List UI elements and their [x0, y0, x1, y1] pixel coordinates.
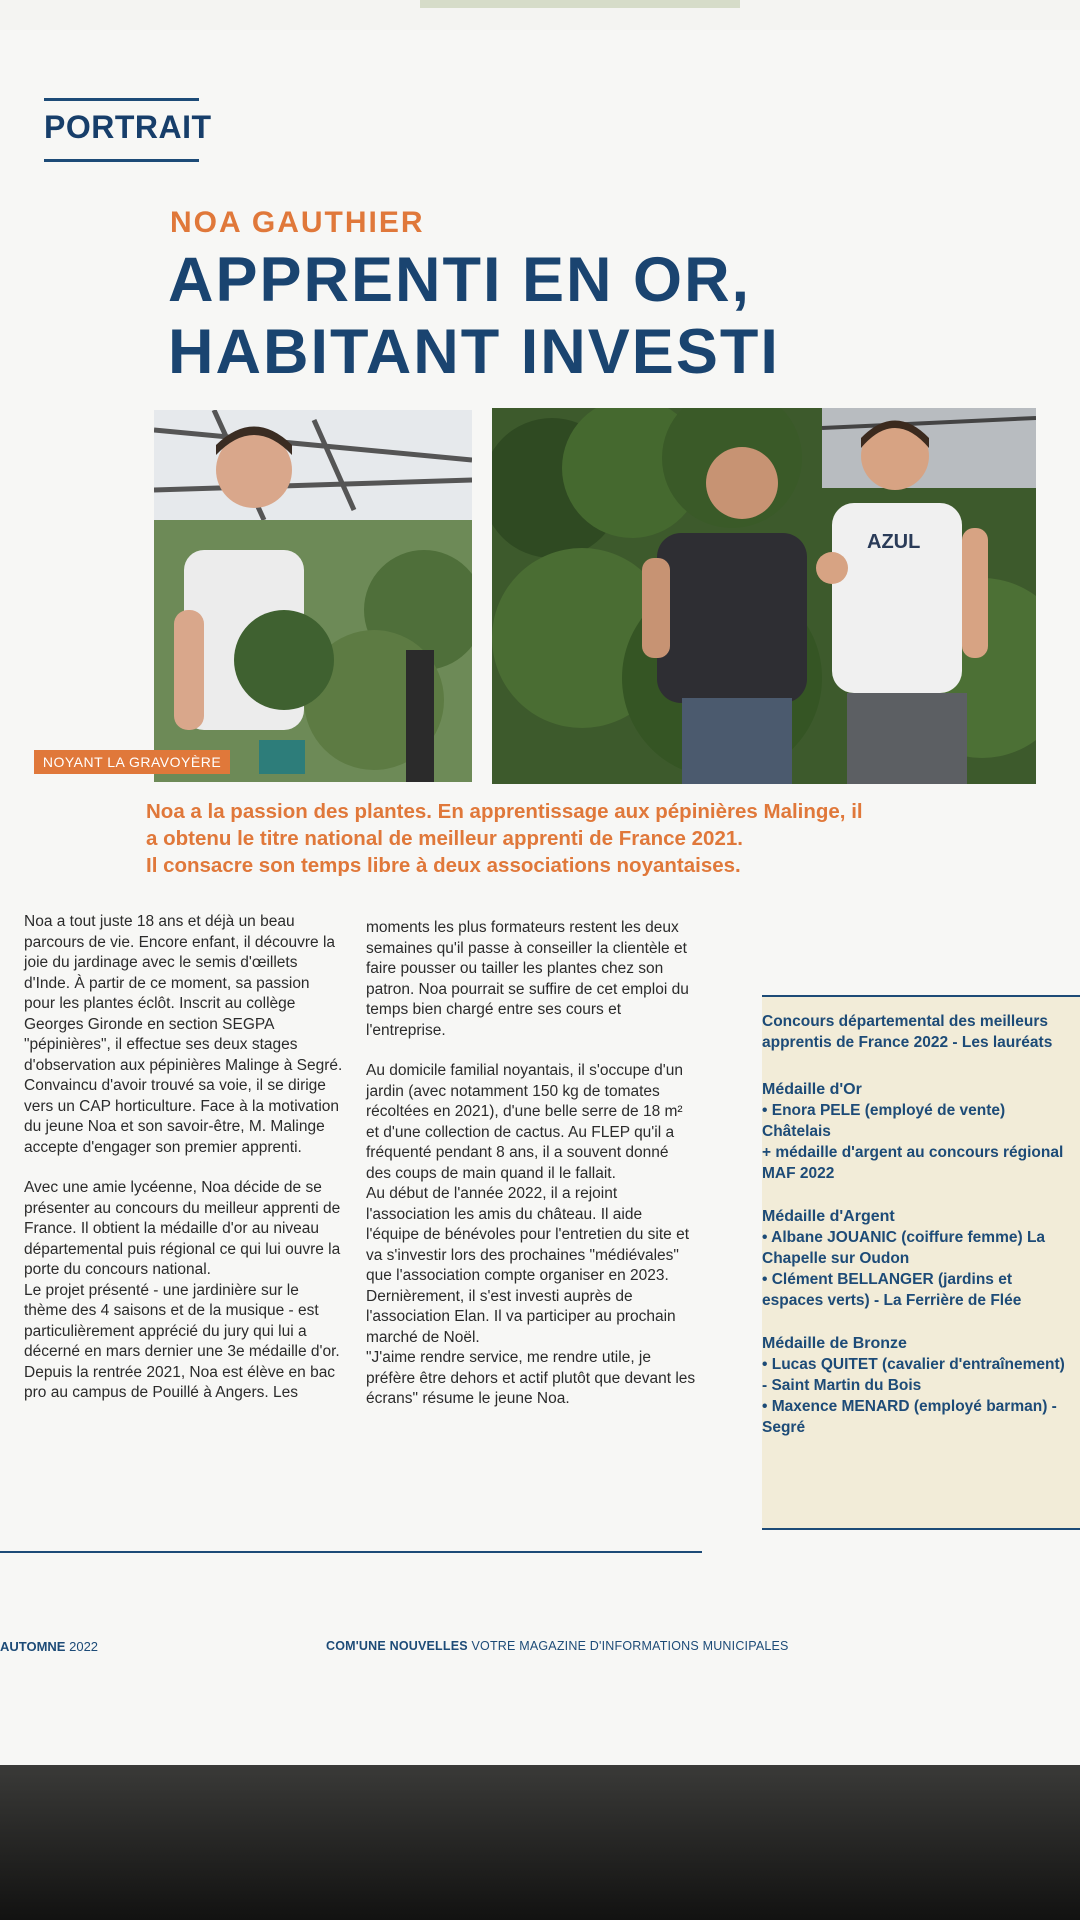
- paragraph: moments les plus formateurs restent les deux semaines qu'il passe à conseiller la clientèle et faire pousser ou tailler les plantes chez son patron. Noa pourrait se suffire de cet emploi du temps bien chargé entre ses cours et l'entreprise.: [366, 919, 689, 1039]
- paragraph: Noa a tout juste 18 ans et déjà un beau parcours de vie. Encore enfant, il découvre la joie du jardinage avec le semis d'œillets d'Inde. À partir de ce moment, sa passion pour les plantes éclôt. Inscrit au collège Georges Gironde en section SEGPA "pépinières", il effectue ses deux stages d'observation aux pépinières Malinge à Segré.: [24, 913, 343, 1074]
- photo-noa-and-employer: [492, 408, 1036, 784]
- bronze-winner: • Maxence MENARD (employé barman) - Segré: [762, 1398, 1057, 1436]
- paragraph: Au domicile familial noyantais, il s'occupe d'un jardin (avec notamment 150 kg de tomates récoltées en 2021), d'une belle serre de 18 m² et d'une collection de cactus. Au FLEP qu'il a fréquenté pendant 8 ans, il a souvent donné des coups de main quand il le fallait.: [366, 1062, 683, 1182]
- paragraph: "J'aime rendre service, me rendre utile, je préfère être dehors et actif plutôt que devant les écrans" résume le jeune Noa.: [366, 1349, 696, 1407]
- lead-line-1: Noa a la passion des plantes. En apprentissage aux pépinières Malinge, il: [146, 800, 863, 823]
- gold-medal-section: [762, 1079, 1074, 1184]
- nursery-photo-illustration: [492, 408, 1036, 784]
- lead-line-2: a obtenu le titre national de meilleur apprenti de France 2021.: [146, 827, 743, 850]
- sidebar-title: Concours départemental des meilleurs apprentis de France 2022 - Les lauréats: [762, 1013, 1053, 1051]
- article-column-2: [366, 918, 696, 1410]
- article-column-1: [24, 912, 344, 1404]
- silver-heading: Médaille d'Argent: [762, 1208, 895, 1225]
- greenhouse-photo-illustration: [154, 410, 472, 782]
- bronze-medal-section: [762, 1333, 1074, 1438]
- gold-winner: • Enora PELE (employé de vente) Châtelais: [762, 1102, 1006, 1140]
- lead-line-3: Il consacre son temps libre à deux associations noyantaises.: [146, 854, 741, 877]
- magazine-name: COM'UNE NOUVELLES: [326, 1639, 468, 1653]
- table-surface: [0, 1765, 1080, 1920]
- paragraph: Au début de l'année 2022, il a rejoint l'association les amis du château. Il aide l'équipe de bénévoles pour l'entretien du site et va s'investir lors des prochaines "médiévales" que l'association compte organiser en 2023.: [366, 1185, 690, 1284]
- section-tag: PORTRAIT: [44, 98, 199, 162]
- gold-note: + médaille d'argent au concours régional MAF 2022: [762, 1144, 1064, 1182]
- paragraph: Avec une amie lycéenne, Noa décide de se présenter au concours du meilleur apprenti de France. Il obtient la médaille d'or au niveau départemental puis régional ce qui lui ouvre la porte du concours national.: [24, 1179, 341, 1278]
- location-caption: NOYANT LA GRAVOYÈRE: [34, 750, 230, 774]
- laureates-sidebar: [762, 995, 1080, 1530]
- paragraph: Le projet présenté - une jardinière sur le thème des 4 saisons et de la musique - est particulièrement apprécié du jury qui lui a décerné en mars dernier une 3e médaille d'or.: [24, 1281, 340, 1360]
- paragraph: Dernièrement, il s'est investi auprès de l'association Elan. Il va participer au prochain marché de Noël.: [366, 1287, 676, 1346]
- headline-line-2: HABITANT INVESTI: [168, 317, 780, 387]
- headline: [168, 244, 780, 388]
- footer-magazine: [326, 1639, 789, 1653]
- bottom-rule: [0, 1551, 702, 1553]
- tshirt-text: AZUL: [867, 531, 921, 553]
- silver-winner: • Albane JOUANIC (coiffure femme) La Chapelle sur Oudon: [762, 1229, 1046, 1267]
- silver-medal-section: [762, 1206, 1074, 1311]
- magazine-tagline: VOTRE MAGAZINE D'INFORMATIONS MUNICIPALES: [471, 1639, 789, 1653]
- kicker-name: NOA GAUTHIER: [170, 206, 425, 239]
- footer-year: 2022: [69, 1639, 99, 1654]
- bronze-heading: Médaille de Bronze: [762, 1335, 907, 1352]
- torn-edge: [420, 0, 740, 8]
- paragraph: Depuis la rentrée 2021, Noa est élève en bac pro au campus de Pouillé à Angers. Les: [24, 1363, 336, 1401]
- paragraph: Convaincu d'avoir trouvé sa voie, il se dirige vers un CAP horticulture. Face à la motivation du jeune Noa et son savoir-être, M. Malinge accepte d'engager son premier apprenti.: [24, 1077, 340, 1156]
- photo-noa-greenhouse: [154, 410, 472, 782]
- previous-page-strip: [0, 0, 1080, 30]
- footer-season: AUTOMNE: [0, 1639, 66, 1654]
- headline-line-1: APPRENTI EN OR,: [168, 245, 752, 315]
- bronze-winner: • Lucas QUITET (cavalier d'entraînement) - Saint Martin du Bois: [762, 1356, 1065, 1394]
- footer-issue: [0, 1639, 98, 1654]
- article-lead: [146, 798, 946, 879]
- gold-heading: Médaille d'Or: [762, 1081, 862, 1098]
- silver-winner: • Clément BELLANGER (jardins et espaces verts) - La Ferrière de Flée: [762, 1271, 1022, 1309]
